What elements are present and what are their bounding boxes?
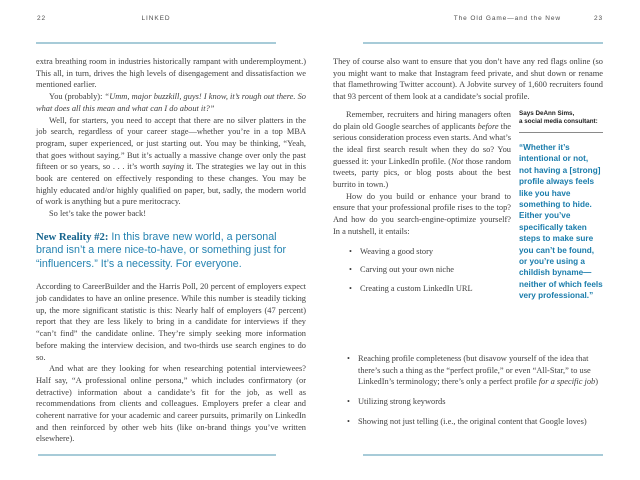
left-header-rule — [36, 42, 276, 44]
left-page-body — [36, 56, 306, 445]
pull-quote-text: “Whether it’s intentional or not, not having a [strong] profile always feels like you have something to hide. Either you’ve specifically taken steps to make sure you can’t be found, or you’re using a childish byname—neither of which feels very professional.” — [519, 143, 603, 301]
right-running-head-title: The Old Game—and the New — [453, 15, 561, 22]
paragraph: Well, for starters, you need to accept that there are no silver platters in the job search, regardless of your career stage—whether you’re in a top MBA program, super experienced, or just starting out. You may be thinking, “Yeah, that goes without saying.” But it’s actually a massive change over only the past fifteen or so years, so . . . it’s worth saying it. The strategies we lay out in this book are centered on effectively responding to these changes. You may be highly educated and/or highly qualified on paper, but, sadly, the modern world of work is anything but a pure meritocracy. — [36, 115, 307, 207]
list-item: • Weaving a good story — [349, 246, 511, 258]
right-footer-rule — [363, 454, 603, 456]
left-running-head-title: LINKED — [141, 15, 171, 22]
list-item: • Carving out your own niche — [349, 264, 511, 276]
paragraph: You (probably): “Umm, major buzzkill, guys! I know, it’s rough out there. So what does all this mean and what can I do about it?” — [36, 92, 306, 113]
paragraph: According to CareerBuilder and the Harris Poll, 20 percent of employers expect job candidates to have an online presence. While this number is steadily ticking up, the more significant statistic is this: Nearly half of employers (47 percent) report that they are less likely to bring in a candidate for interviews if they “can’t find” the candidate online. They’re simply seeking more information before making the interview decision, and two-thirds use search engines to do so. — [36, 282, 306, 362]
left-page — [36, 0, 306, 480]
left-running-head — [36, 15, 306, 27]
right-running-head — [333, 15, 603, 27]
list-item: • Reaching profile completeness (but disavow yourself of the idea that there’s such a thing as the “perfect profile,” or even “All-Star,” to use LinkedIn’s terminology; there’s only a perfect profile for a specific job) — [347, 353, 603, 388]
left-page-number: 22 — [37, 15, 47, 22]
attribution-line2: a social media consultant: — [519, 118, 598, 126]
section-heading-label: New Reality #2: — [36, 230, 109, 243]
attribution-line1: Says DeAnn Sims, — [519, 109, 575, 117]
paragraph: And what are they looking for when researching potential interviewees? Half say, “A professional online persona,” which includes confirmatory (or detractive) information about a candidate’s fit for the job, as well as recommendations from clients and colleagues. Employers prefer a clear and coherent narrative for your academic and career pursuits, primarily on LinkedIn and then reinforced by other web hits (like on-brand things you’ve written elsewhere). — [36, 364, 306, 444]
two-column-section — [333, 109, 603, 350]
paragraph: So let’s take the power back! — [49, 209, 146, 219]
paragraph: They of course also want to ensure that you don’t have any red flags online (so you might want to make that Instagram feed private, and shut down or rename that flamethrowing Twitter account). A Jobvite survey of 1,600 recruiters found that 93 percent of them look at a candidate’s social profile. — [333, 57, 603, 102]
right-page-body — [333, 56, 603, 435]
paragraph: Remember, recruiters and hiring managers often do plain old Google searches of applicants before the serious consideration process even starts. And what’s the ideal first search result when they do so? You guessed it: your LinkedIn profile. (Not those random tweets, party pics, or blog posts about the best burrito in town.) — [333, 109, 511, 190]
full-width-bullet-list — [333, 353, 603, 428]
list-item: • Creating a custom LinkedIn URL — [349, 283, 511, 295]
section-heading — [36, 231, 306, 272]
list-item: • Showing not just telling (i.e., the original content that Google loves) — [347, 416, 603, 428]
list-item: • Utilizing strong keywords — [347, 396, 603, 408]
pull-quote-attribution — [519, 110, 603, 133]
paragraph: How do you build or enhance your brand to ensure that your professional profile rises to the top? And how do you search-engine-optimize yourself? In a nutshell, it entails: — [333, 191, 511, 236]
paragraph: extra breathing room in industries historically rampant with underemployment.) This all, in turn, drives the high levels of disengagement and dissatisfaction we mentioned earlier. — [36, 57, 306, 90]
pull-quote-sidebar — [519, 110, 603, 302]
left-footer-rule — [38, 454, 276, 456]
right-header-rule — [363, 42, 603, 44]
right-page-number: 23 — [593, 15, 603, 22]
right-page — [333, 0, 603, 480]
section-heading-text: In this brave new world, a personal brand isn’t a mere nice-to-have, or something just for “influencers.” It’s a necessity. For everyone. — [36, 230, 287, 270]
main-column — [333, 109, 511, 295]
narrow-bullet-list — [333, 246, 511, 295]
